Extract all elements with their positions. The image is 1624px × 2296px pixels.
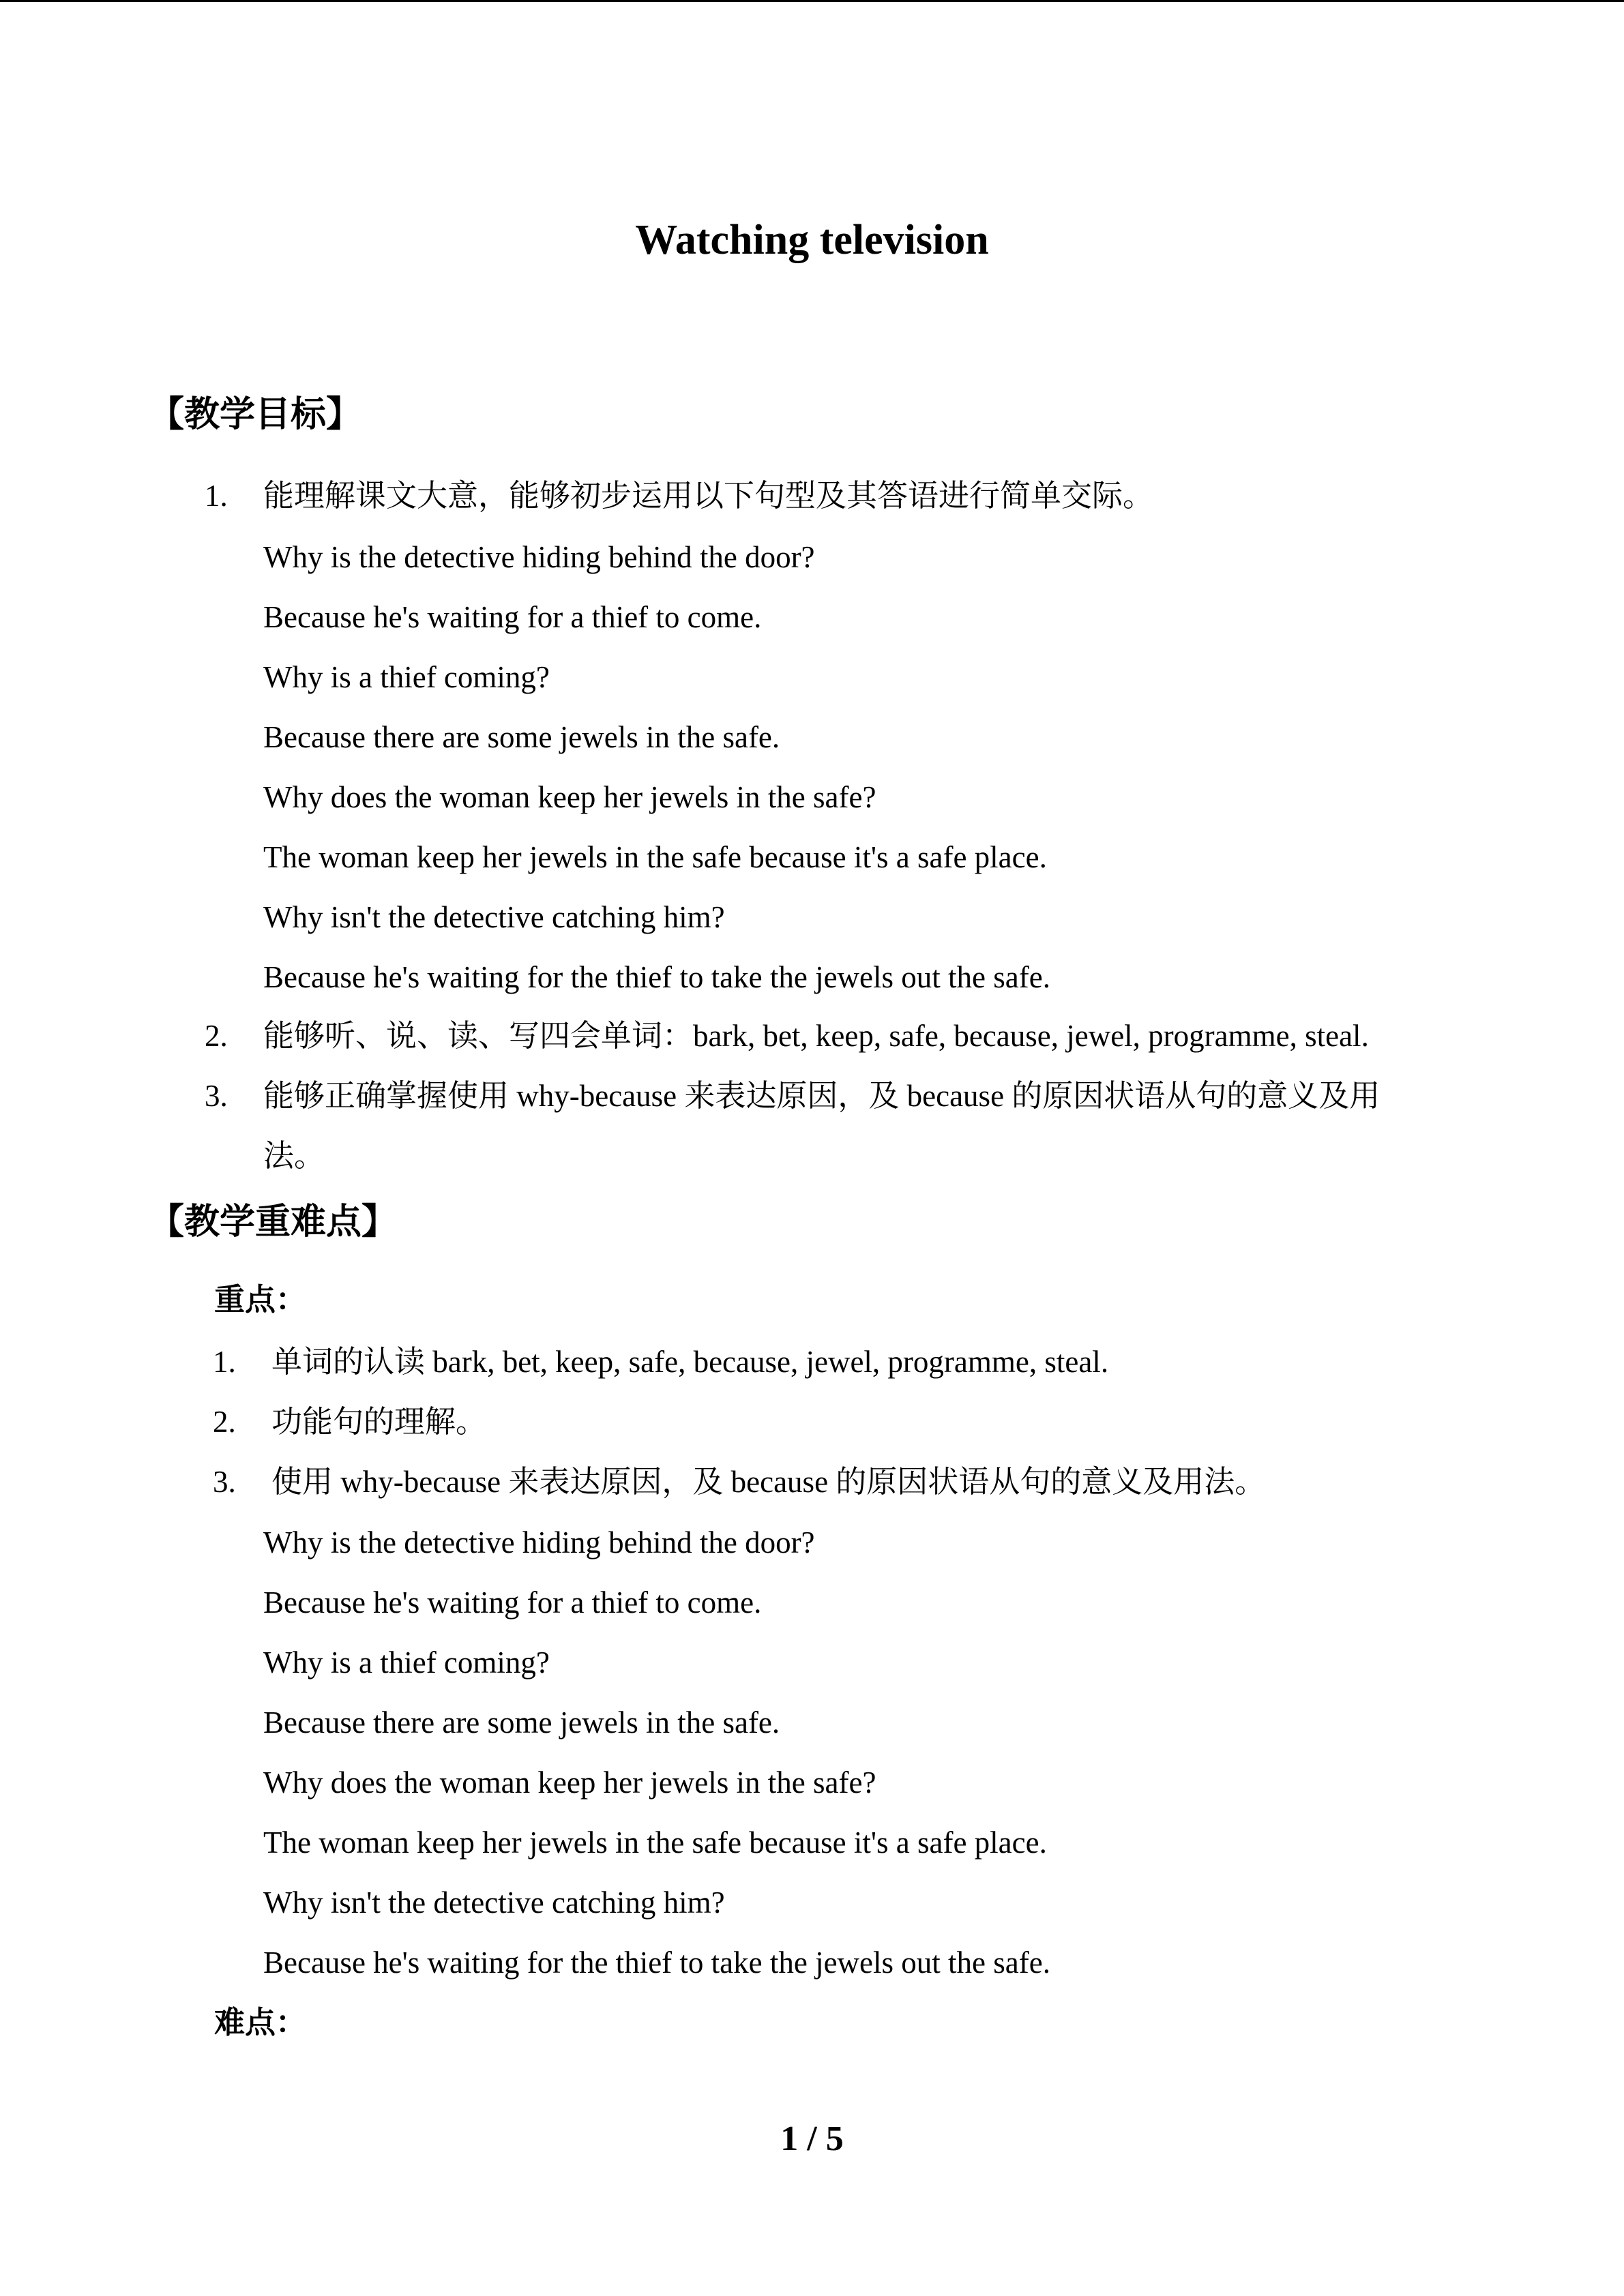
key-points-label: 重点： <box>214 1283 307 1317</box>
dialogue-line: Why isn't the detective catching him? <box>263 900 725 934</box>
dialogue-line: Because he's waiting for a thief to come. <box>263 1585 762 1620</box>
dialogue-line: Because he's waiting for the thief to take the jewels out the safe. <box>263 960 1050 994</box>
difficult-points-label: 难点： <box>214 2006 307 2040</box>
list-item-text: 使用 why-because 来表达原因，及 because 的原因状语从句的意义及用法。 <box>271 1465 1266 1499</box>
list-item-number: 2. <box>213 1405 236 1439</box>
list-item-number: 3. <box>205 1079 228 1113</box>
dialogue-line: Why isn't the detective catching him? <box>263 1885 725 1920</box>
list-item-number: 1. <box>205 479 228 513</box>
dialogue-line: Why is a thief coming? <box>263 660 550 694</box>
dialogue-line: Because he's waiting for the thief to take the jewels out the safe. <box>263 1945 1050 1980</box>
list-item-number: 2. <box>205 1019 228 1053</box>
document-title: Watching television <box>635 217 989 263</box>
list-item-text: 能够正确掌握使用 why-because 来表达原因，及 because 的原因状语从句的意义及用 <box>263 1079 1381 1113</box>
list-item-text: 能理解课文大意，能够初步运用以下句型及其答语进行简单交际。 <box>263 479 1154 513</box>
list-item-number: 1. <box>213 1345 236 1379</box>
section-heading-key-difficult-points: 【教学重难点】 <box>149 1202 398 1242</box>
dialogue-line: Why does the woman keep her jewels in the safe? <box>263 780 876 814</box>
list-item-text: 能够听、说、读、写四会单词：bark, bet, keep, safe, because, jewel, programme, steal. <box>263 1019 1369 1053</box>
dialogue-line: Because there are some jewels in the safe. <box>263 720 780 754</box>
list-item-number: 3. <box>213 1465 236 1499</box>
section-heading-objectives: 【教学目标】 <box>149 394 362 435</box>
dialogue-line: The woman keep her jewels in the safe because it's a safe place. <box>263 840 1047 874</box>
list-item-text: 单词的认读 bark, bet, keep, safe, because, jewel, programme, steal. <box>271 1345 1109 1379</box>
list-item-continuation: 法。 <box>263 1139 325 1173</box>
dialogue-line: Why is the detective hiding behind the door? <box>263 1525 815 1560</box>
dialogue-line: Because he's waiting for a thief to come. <box>263 600 762 634</box>
list-item-text: 功能句的理解。 <box>271 1405 487 1439</box>
dialogue-line: Why is the detective hiding behind the door? <box>263 540 815 574</box>
dialogue-line: Why does the woman keep her jewels in the safe? <box>263 1765 876 1800</box>
dialogue-line: The woman keep her jewels in the safe because it's a safe place. <box>263 1825 1047 1860</box>
dialogue-line: Because there are some jewels in the safe. <box>263 1705 780 1740</box>
dialogue-line: Why is a thief coming? <box>263 1645 550 1680</box>
page-indicator: 1 / 5 <box>780 2119 844 2158</box>
